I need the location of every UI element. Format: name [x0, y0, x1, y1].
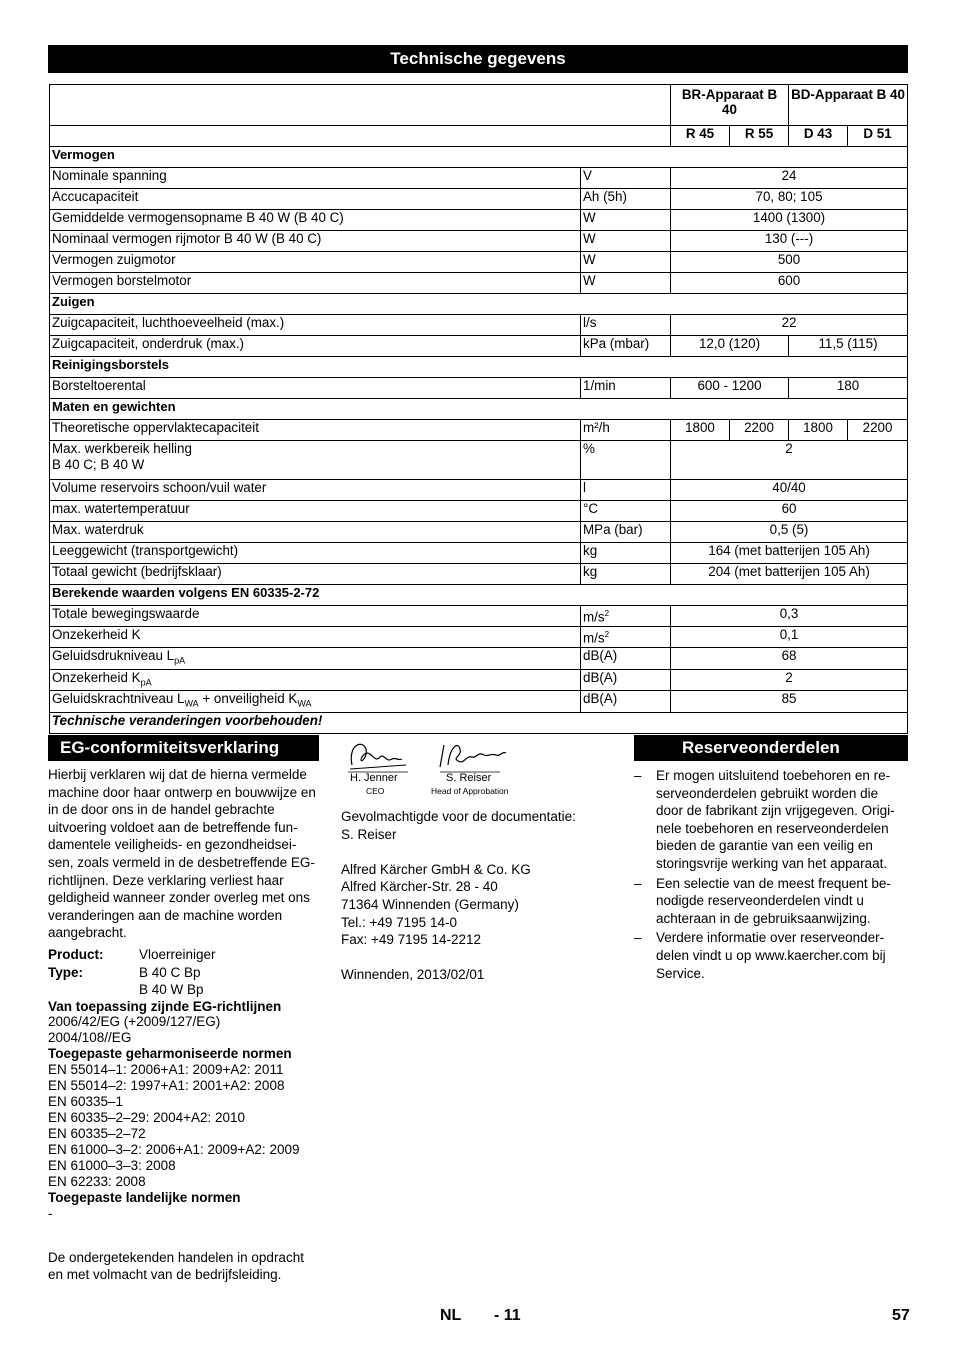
signatory-2-name: S. Reiser [446, 772, 492, 784]
header-r45: R 45 [671, 126, 730, 147]
table-row: Gemiddelde vermogensopname B 40 W (B 40 C) W 1400 (1300) [50, 210, 908, 231]
table-row: Vermogen zuigmotor W 500 [50, 252, 908, 273]
header-d51: D 51 [848, 126, 908, 147]
spec-table [49, 84, 908, 734]
section-vermogen: Vermogen [50, 147, 908, 168]
company-address: Alfred Kärcher GmbH & Co. KG Alfred Kärcher-Str. 28 - 40 71364 Winnenden (Germany) Tel.: +49 7195 14-0 Fax: +49 7195 14-2212 [341, 861, 531, 948]
list-item: – Een selectie van de meest frequent be-nodigde reserveonderdelen vindt u achteraan in de gebruiksaanwijzing. [634, 875, 908, 928]
table-row: Max. waterdruk MPa (bar) 0,5 (5) [50, 522, 908, 543]
table-row: Leeggewicht (transportgewicht) kg 164 (met batterijen 105 Ah) [50, 543, 908, 564]
table-row: Geluidskrachtniveau $L_{WA}$ + onveiligheid $K_{WA}$ dB(A) 85 [50, 691, 908, 713]
eg-richtlijnen-label: Van toepassing zijnde EG-richtlijnen [48, 998, 282, 1014]
table-row: Totaal gewicht (bedrijfsklaar) kg 204 (met batterijen 105 Ah) [50, 564, 908, 585]
signatory-2-role: Head of Approbation [431, 786, 509, 796]
footer-local-page: - 11 [494, 1307, 521, 1324]
table-row: Vermogen borstelmotor W 600 [50, 273, 908, 294]
table-row: Volume reservoirs schoon/vuil water l 40/40 [50, 480, 908, 501]
gevolmachtigde: Gevolmachtigde voor de documentatie: S. Reiser [341, 809, 576, 842]
table-row: Theoretische oppervlaktecapaciteit m²/h 1800 2200 1800 2200 [50, 420, 908, 441]
table-row: Totale bewegingswaarde $m/s^2$ 0,3 [50, 606, 908, 627]
signatures [340, 735, 540, 797]
signature-image [340, 735, 540, 775]
eg-declaration: Hierbij verklaren wij dat de hierna vermelde machine door haar ontwerp en bouwwijze en in de door ons in de handel gebrachte uitvoering voldoet aan de betreffende fun-damentele veiligheids- en gezondheidsei-sen, zoals vermeld in de desbetreffende EG-richtlijnen. Deze verklaring verliest haar geldigheid wanneer zonder overleg met ons veranderingen aan de machine worden aangebracht. Product: Vloerreiniger Type: B 40 C Bp B 40 W Bp Van toepassing zijnde EG-richtlijnen 2006/42/EG (+2009/127/EG) 2004/108//EG Toegepaste geharmoniseerde normen EN 55014–1: 2006+A1: 2009+A2: 2011 EN 55014–2: 1997+A1: 2001+A2: 2008 EN 60335–1 EN 60335–2–29: 2004+A2: 2010 EN 60335–2–72 EN 61000–3–2: 2006+A1: 2009+A2: 2009 EN 61000–3–3: 2008 EN 62233: 2008 Toegepaste landelijke normen - De ondergetekenden handelen in opdracht en met volmacht van de bedrijfsleiding. [48, 766, 320, 1284]
eg-product: Vloerreiniger [139, 946, 216, 962]
section-zuigen: Zuigen [50, 294, 908, 315]
list-item: – Er mogen uitsluitend toebehoren en re-serveonderdelen gebruikt worden die door de fabrikant zijn vrijgegeven. Origi-nele toebehoren en reserveonderdelen bieden de garantie van een veilig en storingsvrije werking van het apparaat. [634, 767, 908, 873]
list-item: – Verdere informatie over reserveonder-delen vindt u op www.kaercher.com bij Service. [634, 929, 908, 982]
place-date: Winnenden, 2013/02/01 [341, 967, 485, 983]
header-bd-apparaat: BD-Apparaat B 40 [789, 85, 908, 126]
table-row: Nominale spanning V 24 [50, 168, 908, 189]
section-berekende-waarden: Berekende waarden volgens EN 60335-2-72 [50, 585, 908, 606]
signatory-1-name: H. Jenner [350, 772, 398, 784]
header-br-apparaat: BR-Apparaat B 40 [671, 85, 789, 126]
reserve-heading: Reserveonderdelen [634, 735, 908, 761]
table-row: Accucapaciteit Ah (5h) 70, 80; 105 [50, 189, 908, 210]
header-r55: R 55 [730, 126, 789, 147]
table-row: Zuigcapaciteit, onderdruk (max.) kPa (mbar) 12,0 (120) 11,5 (115) [50, 336, 908, 357]
table-row: max. watertemperatuur °C 60 [50, 501, 908, 522]
table-row: Max. werkbereik helling B 40 C; B 40 W % 2 [50, 441, 908, 480]
section-title-technische-gegevens: Technische gegevens [48, 45, 908, 73]
authorized-contact [341, 808, 611, 1002]
reserve-list [634, 767, 908, 984]
table-subheader-row [50, 126, 908, 147]
signatory-1-role: CEO [366, 786, 385, 796]
table-row: Onzekerheid $K_{pA}$ dB(A) 2 [50, 669, 908, 691]
eg-type1: B 40 C Bp [139, 964, 201, 980]
table-row: Geluidsdrukniveau $L_{pA}$ dB(A) 68 [50, 648, 908, 670]
eg-landelijk-label: Toegepaste landelijke normen [48, 1189, 241, 1205]
table-note: Technische veranderingen voorbehouden! [50, 713, 908, 734]
eg-intro: Hierbij verklaren wij dat de hierna vermelde machine door haar ontwerp en bouwwijze en in de door ons in de handel gebrachte uitvoering voldoet aan de betreffende fun-damentele veiligheids- en gezondheidsei-sen, zoals vermeld in de desbetreffende EG-richtlijnen. Deze verklaring verliest haar geldigheid wanneer zonder overleg met ons veranderingen aan de machine worden aangebracht. [48, 767, 316, 941]
eg-normen-label: Toegepaste geharmoniseerde normen [48, 1045, 292, 1061]
header-d43: D 43 [789, 126, 848, 147]
eg-closing: De ondergetekenden handelen in opdracht en met volmacht van de bedrijfsleiding. [48, 1249, 304, 1283]
table-row: Zuigcapaciteit, luchthoeveelheid (max.) l/s 22 [50, 315, 908, 336]
footer-language: NL [440, 1307, 462, 1324]
section-maten: Maten en gewichten [50, 399, 908, 420]
table-row: Nominaal vermogen rijmotor B 40 W (B 40 C) W 130 (---) [50, 231, 908, 252]
section-reinigingsborstels: Reinigingsborstels [50, 357, 908, 378]
table-header-row [50, 85, 908, 126]
footer-page-number: 57 [892, 1307, 910, 1324]
table-row: Borsteltoerental 1/min 600 - 1200 180 [50, 378, 908, 399]
table-row: Onzekerheid K $m/s^2$ 0,1 [50, 627, 908, 648]
eg-type2: B 40 W Bp [139, 982, 204, 998]
eg-heading: EG-conformiteitsverklaring [48, 735, 319, 761]
